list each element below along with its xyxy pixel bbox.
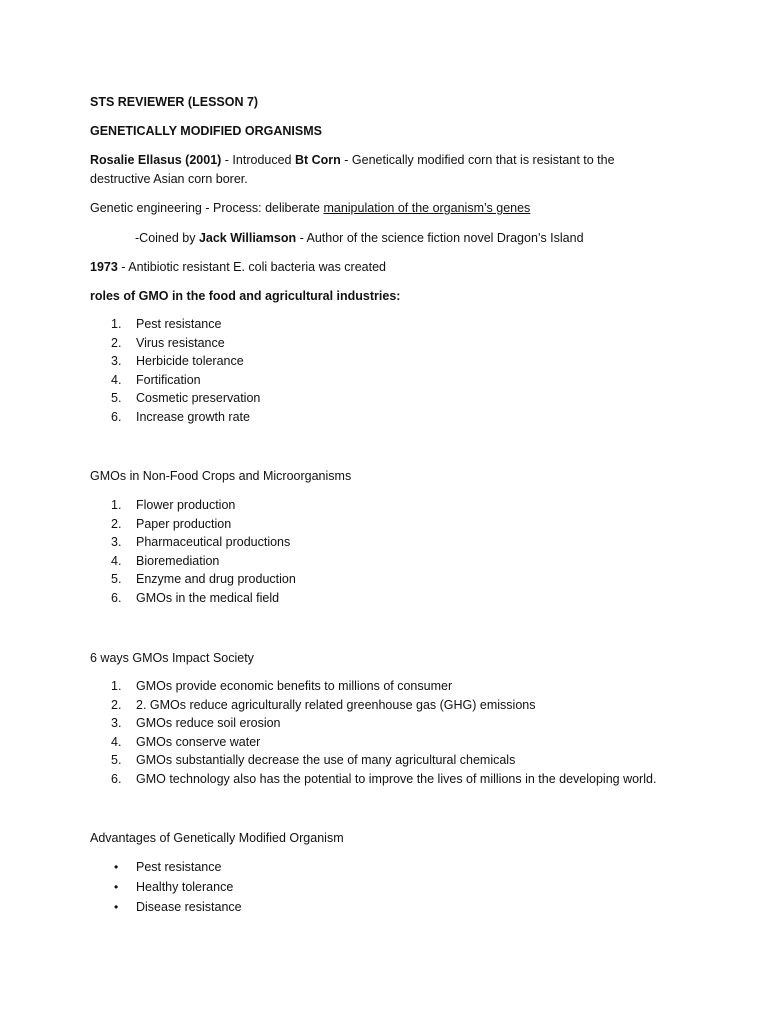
list-text: Virus resistance: [136, 335, 225, 350]
ellasus-desc-line2: destructive Asian corn borer.: [90, 172, 248, 186]
list-number: 1.: [111, 679, 122, 693]
list-number: 3.: [111, 354, 122, 369]
bullet-icon: •: [114, 879, 119, 894]
list-number: 4.: [111, 553, 122, 568]
list-number: 1.: [111, 317, 122, 331]
list-number: 5.: [111, 572, 122, 587]
advantages-heading: Advantages of Genetically Modified Organism: [90, 831, 344, 845]
list-text: GMOs provide economic benefits to millions of consumer: [136, 679, 453, 693]
list-number: 5.: [111, 753, 122, 768]
bullet-icon: •: [114, 899, 119, 914]
document-title: STS REVIEWER (LESSON 7): [90, 95, 259, 109]
coined-name: Jack Williamson: [198, 231, 297, 245]
list-text: Disease resistance: [136, 899, 242, 914]
document-subtitle: GENETICALLY MODIFIED ORGANISMS: [90, 124, 322, 138]
list-number: 1.: [111, 498, 122, 512]
year-1973: 1973: [90, 260, 118, 274]
bullet-icon: •: [114, 860, 119, 874]
ellasus-product: Bt Corn: [294, 153, 341, 167]
list-number: 4.: [111, 372, 122, 387]
list-number: 3.: [111, 716, 122, 731]
list-text: Pest resistance: [136, 860, 222, 874]
list-number: 3.: [111, 535, 122, 550]
genetic-engineering-lead: Genetic engineering - Process: deliberate: [90, 201, 324, 215]
list-text: GMO technology also has the potential to improve the lives of millions in the developing world.: [136, 771, 657, 786]
list-number: 2.: [111, 697, 122, 712]
list-number: 5.: [111, 391, 122, 406]
list-text: GMOs reduce soil erosion: [136, 716, 281, 731]
list-number: 4.: [111, 734, 122, 749]
genetic-engineering-paragraph: [90, 200, 530, 217]
roles-heading: roles of GMO in the food and agricultural industries:: [90, 289, 401, 303]
list-text: Healthy tolerance: [136, 879, 234, 894]
list-number: 2.: [111, 335, 122, 350]
list-text: Flower production: [136, 498, 236, 512]
ellasus-desc-line1: - Genetically modified corn that is resistant to the: [340, 153, 615, 167]
list-number: 6.: [111, 771, 122, 786]
coined-lead: -Coined by: [135, 231, 199, 245]
ellasus-sep: - Introduced: [221, 153, 295, 167]
list-text: GMOs substantially decrease the use of many agricultural chemicals: [136, 753, 516, 768]
list-text: Paper production: [136, 516, 232, 531]
list-number: 6.: [111, 409, 122, 424]
ellasus-paragraph: [90, 152, 615, 169]
list-text: Fortification: [136, 372, 201, 387]
list-text: Pharmaceutical productions: [136, 535, 291, 550]
genetic-engineering-underlined: manipulation of the organism’s genes: [323, 201, 531, 215]
list-number: 2.: [111, 516, 122, 531]
year-1973-paragraph: [90, 259, 386, 276]
list-number: 6.: [111, 590, 122, 605]
list-text: GMOs conserve water: [136, 734, 261, 749]
ellasus-name: Rosalie Ellasus (2001): [90, 153, 222, 167]
nonfood-heading: GMOs in Non-Food Crops and Microorganisms: [90, 469, 352, 483]
list-text: Enzyme and drug production: [136, 572, 296, 587]
list-text: Pest resistance: [136, 317, 222, 331]
coined-paragraph: [135, 230, 584, 247]
list-text: Increase growth rate: [136, 409, 250, 424]
list-text: Bioremediation: [136, 553, 220, 568]
list-text: Cosmetic preservation: [136, 391, 261, 406]
list-text: 2. GMOs reduce agriculturally related greenhouse gas (GHG) emissions: [136, 697, 536, 712]
list-text: Herbicide tolerance: [136, 354, 244, 369]
coined-rest: - Author of the science fiction novel Dragon’s Island: [296, 231, 584, 245]
impact-heading: 6 ways GMOs Impact Society: [90, 651, 254, 665]
list-text: GMOs in the medical field: [136, 590, 280, 605]
year-1973-text: - Antibiotic resistant E. coli bacteria was created: [117, 260, 386, 274]
